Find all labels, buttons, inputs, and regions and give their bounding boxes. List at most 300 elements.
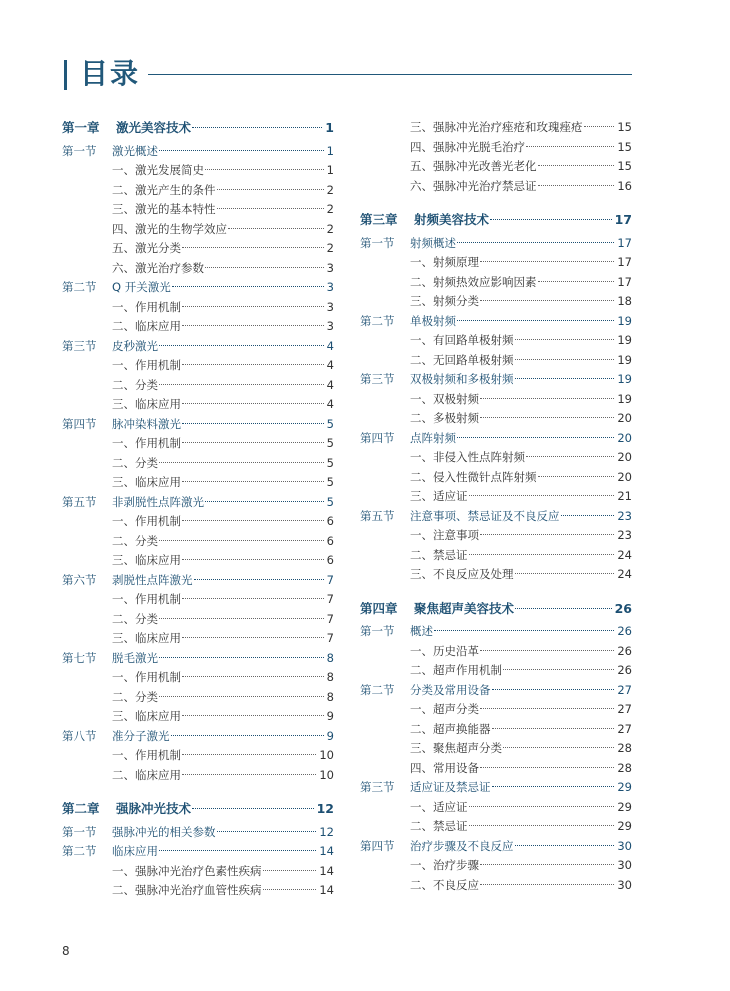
toc-page-number: 9 <box>326 728 334 743</box>
dot-leader <box>457 437 614 438</box>
toc-page-number: 17 <box>617 235 632 250</box>
toc-section-number: 第三节 <box>62 338 97 353</box>
toc-section[interactable] <box>62 571 334 591</box>
toc-item-title: 三、临床应用 <box>112 709 181 723</box>
toc-chapter-label <box>62 799 191 819</box>
toc-section-number: 第二节 <box>62 844 97 858</box>
toc-item-label <box>360 292 479 312</box>
dot-leader <box>263 889 317 890</box>
dot-leader <box>469 825 615 826</box>
toc-item[interactable] <box>62 181 334 201</box>
toc-page-number: 10 <box>319 748 334 762</box>
dot-leader <box>171 735 324 736</box>
toc-item-title: 一、射频原理 <box>410 255 479 269</box>
toc-item[interactable] <box>360 487 632 507</box>
toc-item-title: 二、分类 <box>112 689 158 704</box>
toc-item-label <box>62 746 181 766</box>
toc-item-title: 二、分类 <box>112 377 158 392</box>
dot-leader <box>434 630 614 631</box>
dot-leader <box>159 462 324 463</box>
toc-item-title: 一、注意事项 <box>410 528 479 542</box>
toc-page-number: 20 <box>617 469 632 484</box>
toc-page-number: 5 <box>326 455 334 470</box>
toc-page-number: 10 <box>319 767 334 782</box>
toc-item-title: 一、超声分类 <box>410 702 479 716</box>
toc-page-number: 8 <box>326 689 334 704</box>
dot-leader <box>480 300 614 301</box>
toc-page-number: 17 <box>614 212 632 227</box>
toc-item[interactable] <box>360 351 632 371</box>
toc-page-number: 26 <box>617 643 632 658</box>
toc-chapter[interactable] <box>360 210 632 230</box>
toc-item[interactable] <box>360 331 632 351</box>
toc-item-label <box>360 642 479 662</box>
dot-leader <box>480 261 614 262</box>
toc-item[interactable] <box>62 473 334 493</box>
toc-item[interactable] <box>62 161 334 181</box>
toc-section[interactable] <box>360 681 632 701</box>
toc-item-label <box>360 856 479 876</box>
toc-chapter[interactable] <box>62 118 334 138</box>
toc-page-number: 4 <box>326 338 334 353</box>
toc-page-number: 26 <box>617 663 632 677</box>
toc-item-label <box>62 862 262 882</box>
toc-item-label <box>62 766 181 786</box>
dot-leader <box>182 676 324 677</box>
dot-leader <box>159 657 324 658</box>
toc-item-title: 二、分类 <box>112 611 158 626</box>
toc-section[interactable] <box>360 312 632 332</box>
toc-section-number: 第一节 <box>360 624 395 638</box>
toc-section-title: 皮秒激光 <box>112 338 158 353</box>
toc-page-number: 2 <box>326 182 334 197</box>
toc-section-label <box>360 370 514 390</box>
toc-page-number: 23 <box>617 528 632 542</box>
dot-leader <box>538 165 615 166</box>
toc-section[interactable] <box>360 507 632 527</box>
toc-section[interactable] <box>62 842 334 862</box>
toc-item-label <box>360 876 479 896</box>
toc-item-label <box>62 629 181 649</box>
toc-section-number: 第五节 <box>62 494 97 509</box>
toc-item-label <box>360 798 468 818</box>
toc-chapter-number: 第三章 <box>360 212 398 227</box>
toc-item-title: 二、临床应用 <box>112 767 181 782</box>
toc-section-label <box>62 142 158 162</box>
toc-page-number: 6 <box>326 553 334 567</box>
toc-item-label <box>360 759 479 779</box>
toc-section-number: 第三节 <box>360 780 395 794</box>
toc-chapter[interactable] <box>360 599 632 619</box>
dot-leader <box>480 864 614 865</box>
dot-leader <box>205 501 324 502</box>
toc-item-label <box>360 138 525 158</box>
toc-item[interactable] <box>360 448 632 468</box>
toc-section-label <box>62 493 204 513</box>
toc-item[interactable] <box>360 253 632 273</box>
toc-item-label <box>62 239 181 259</box>
toc-page-number: 20 <box>617 411 632 425</box>
toc-item[interactable] <box>360 798 632 818</box>
toc-item[interactable] <box>360 720 632 740</box>
toc-right-column <box>360 118 632 895</box>
toc-item-label <box>62 317 181 337</box>
toc-page-number: 8 <box>326 670 334 684</box>
toc-section-title: 临床应用 <box>112 844 158 858</box>
toc-section-label <box>62 415 181 435</box>
dot-leader <box>515 845 615 846</box>
toc-section[interactable] <box>360 234 632 254</box>
toc-item-label <box>62 298 181 318</box>
toc-section-number: 第二节 <box>360 313 395 328</box>
toc-item[interactable] <box>360 292 632 312</box>
toc-item-title: 二、禁忌证 <box>410 819 468 833</box>
toc-item[interactable] <box>62 688 334 708</box>
dot-leader <box>182 306 324 307</box>
dot-leader <box>480 884 614 885</box>
toc-item[interactable] <box>62 454 334 474</box>
toc-item-title: 二、射频热效应影响因素 <box>410 274 537 289</box>
dot-leader <box>503 747 614 748</box>
toc-page-number: 29 <box>617 799 632 814</box>
toc-page-number: 27 <box>617 682 632 697</box>
toc-item-label <box>62 220 227 240</box>
toc-page-number: 30 <box>617 877 632 892</box>
dot-leader <box>159 540 324 541</box>
toc-item-label <box>360 351 514 371</box>
toc-item[interactable] <box>62 298 334 318</box>
dot-leader <box>457 320 614 321</box>
toc-item[interactable] <box>360 273 632 293</box>
toc-item[interactable] <box>62 532 334 552</box>
toc-page-number: 26 <box>617 624 632 638</box>
toc-item-title: 三、适应证 <box>410 489 468 503</box>
toc-item[interactable] <box>62 239 334 259</box>
toc-page-number: 1 <box>325 120 334 135</box>
toc-section-label <box>62 337 158 357</box>
toc-item-label <box>360 390 479 410</box>
toc-section[interactable] <box>62 278 334 298</box>
dot-leader <box>182 598 324 599</box>
toc-section-number: 第四节 <box>62 416 97 431</box>
toc-item[interactable] <box>360 409 632 429</box>
toc-item-label <box>360 661 502 681</box>
toc-page-number: 29 <box>617 780 632 794</box>
dot-leader <box>182 559 324 560</box>
toc-item-label <box>62 610 158 630</box>
toc-section[interactable] <box>360 837 632 857</box>
toc-item-label <box>62 259 204 279</box>
toc-section-label <box>360 622 433 642</box>
toc-section[interactable] <box>62 649 334 669</box>
dot-leader <box>469 806 615 807</box>
toc-item[interactable] <box>360 468 632 488</box>
toc-item[interactable] <box>360 876 632 896</box>
toc-item[interactable] <box>360 118 632 138</box>
toc-item[interactable] <box>62 434 334 454</box>
toc-item-title: 二、超声作用机制 <box>410 663 502 677</box>
toc-item-title: 一、强脉冲光治疗色素性疾病 <box>112 863 262 878</box>
toc-page-number: 6 <box>326 514 334 528</box>
toc-item-title: 一、作用机制 <box>112 436 181 450</box>
toc-section-title: 概述 <box>410 624 433 638</box>
dot-leader <box>217 208 324 209</box>
toc-page-number: 30 <box>617 838 632 853</box>
toc-item-title: 二、超声换能器 <box>410 721 491 736</box>
toc-section-title: 强脉冲光的相关参数 <box>112 824 216 839</box>
toc-item[interactable] <box>62 551 334 571</box>
dot-leader <box>503 669 614 670</box>
dot-leader <box>192 127 322 128</box>
toc-item-label <box>360 273 537 293</box>
dot-leader <box>159 618 324 619</box>
toc-item[interactable] <box>360 856 632 876</box>
toc-item[interactable] <box>62 590 334 610</box>
toc-section-number: 第六节 <box>62 572 97 587</box>
dot-leader <box>159 384 324 385</box>
toc-page-number: 4 <box>326 397 334 411</box>
toc-item[interactable] <box>360 700 632 720</box>
toc-item[interactable] <box>62 629 334 649</box>
toc-section-title: 单极射频 <box>410 313 456 328</box>
dot-leader <box>490 219 612 220</box>
toc-page-number: 19 <box>617 352 632 367</box>
toc-item[interactable] <box>62 610 334 630</box>
toc-section-title: 分类及常用设备 <box>410 682 491 697</box>
toc-item-label <box>62 707 181 727</box>
toc-page-number: 7 <box>326 592 334 606</box>
toc-item[interactable] <box>62 259 334 279</box>
toc-item-label <box>62 473 181 493</box>
toc-page-number: 17 <box>617 255 632 269</box>
toc-item[interactable] <box>360 565 632 585</box>
toc-item-label <box>360 700 479 720</box>
toc-left-column <box>62 118 334 901</box>
toc-item[interactable] <box>360 642 632 662</box>
toc-item-title: 一、作用机制 <box>112 748 181 762</box>
toc-section-label <box>62 571 193 591</box>
toc-item-title: 三、临床应用 <box>112 475 181 489</box>
toc-section[interactable] <box>62 823 334 843</box>
toc-item[interactable] <box>62 881 334 901</box>
toc-item-label <box>62 551 181 571</box>
toc-item-title: 三、激光的基本特性 <box>112 202 216 216</box>
toc-item-title: 一、作用机制 <box>112 670 181 684</box>
toc-section[interactable] <box>360 429 632 449</box>
toc-page-number: 2 <box>326 221 334 236</box>
toc-item-title: 二、强脉冲光治疗血管性疾病 <box>112 883 262 897</box>
toc-section[interactable] <box>62 415 334 435</box>
toc-section-number: 第一节 <box>62 143 97 158</box>
dot-leader <box>172 286 324 287</box>
toc-page-number: 12 <box>319 824 334 839</box>
toc-page-number: 3 <box>326 260 334 275</box>
toc-page-number: 15 <box>617 120 632 134</box>
dot-leader <box>538 281 615 282</box>
dot-leader <box>584 126 615 127</box>
toc-section-title: 注意事项、禁忌证及不良反应 <box>410 508 560 523</box>
toc-section-label <box>360 234 456 254</box>
toc-item[interactable] <box>62 200 334 220</box>
toc-item[interactable] <box>360 546 632 566</box>
toc-page-number: 28 <box>617 741 632 755</box>
toc-section[interactable] <box>62 142 334 162</box>
toc-item-title: 二、多极射频 <box>410 411 479 425</box>
toc-item-title: 三、临床应用 <box>112 397 181 411</box>
toc-section-number: 第一节 <box>360 235 395 250</box>
toc-chapter-label <box>360 210 489 230</box>
toc-section-title: 激光概述 <box>112 143 158 158</box>
toc-page-number: 2 <box>326 202 334 216</box>
toc-item-label <box>360 526 479 546</box>
toc-item[interactable] <box>62 766 334 786</box>
toc-page-number: 6 <box>326 533 334 548</box>
toc-chapter-label <box>360 599 514 619</box>
toc-page-number: 4 <box>326 377 334 392</box>
toc-item-title: 一、激光发展简史 <box>112 163 204 177</box>
toc-item-label <box>360 157 537 177</box>
toc-page-number: 15 <box>617 159 632 173</box>
toc-item-label <box>360 118 583 138</box>
dot-leader <box>526 146 614 147</box>
toc-item-label <box>62 181 216 201</box>
toc-item-title: 一、作用机制 <box>112 299 181 314</box>
toc-item[interactable] <box>62 707 334 727</box>
toc-chapter-label <box>62 118 191 138</box>
dot-leader <box>480 767 614 768</box>
toc-section[interactable] <box>360 778 632 798</box>
toc-section[interactable] <box>360 622 632 642</box>
dot-leader <box>182 774 316 775</box>
toc-section-number: 第四节 <box>360 430 395 445</box>
dot-leader <box>480 398 614 399</box>
toc-page-number: 16 <box>617 178 632 193</box>
toc-item[interactable] <box>62 317 334 337</box>
dot-leader <box>480 534 614 535</box>
toc-section-label <box>62 278 171 298</box>
toc-item-label <box>360 177 537 197</box>
toc-page-number: 3 <box>326 319 334 333</box>
toc-item-title: 二、分类 <box>112 533 158 548</box>
toc-item[interactable] <box>360 817 632 837</box>
dot-leader <box>492 786 615 787</box>
toc-section-title: 双极射频和多极射频 <box>410 372 514 386</box>
toc-item[interactable] <box>360 526 632 546</box>
dot-leader <box>159 850 316 851</box>
toc-item[interactable] <box>360 157 632 177</box>
toc-item-title: 三、强脉冲光治疗痤疮和玫瑰痤疮 <box>410 120 583 134</box>
toc-item[interactable] <box>62 862 334 882</box>
toc-item-label <box>62 376 158 396</box>
dot-leader <box>205 267 324 268</box>
toc-item-label <box>360 468 537 488</box>
toc-item[interactable] <box>360 177 632 197</box>
toc-page-number: 28 <box>617 760 632 775</box>
toc-page-number: 27 <box>617 721 632 736</box>
toc-item[interactable] <box>62 356 334 376</box>
toc-item-label <box>62 532 158 552</box>
toc-page-number: 19 <box>617 313 632 328</box>
dot-leader <box>192 808 314 809</box>
dot-leader <box>182 403 324 404</box>
toc-section-number: 第二节 <box>360 682 395 697</box>
toc-section[interactable] <box>62 493 334 513</box>
toc-item-label <box>360 817 468 837</box>
toc-page-number: 15 <box>617 139 632 154</box>
toc-item-title: 三、聚焦超声分类 <box>410 741 502 755</box>
toc-section[interactable] <box>62 727 334 747</box>
toc-item[interactable] <box>62 746 334 766</box>
toc-item[interactable] <box>62 376 334 396</box>
toc-page-number: 14 <box>319 844 334 858</box>
toc-page-number: 7 <box>326 611 334 626</box>
toc-item[interactable] <box>360 390 632 410</box>
dot-leader <box>538 476 615 477</box>
toc-page-number: 20 <box>617 430 632 445</box>
dot-leader <box>480 417 614 418</box>
toc-page-number: 27 <box>617 702 632 716</box>
toc-chapter-title: 强脉冲光技术 <box>116 801 192 816</box>
toc-page-number: 3 <box>326 280 334 294</box>
toc-item-label <box>360 331 514 351</box>
toc-page-number: 24 <box>617 547 632 562</box>
toc-item-label <box>62 688 158 708</box>
toc-page-number: 19 <box>617 372 632 386</box>
dot-leader <box>182 442 324 443</box>
page-number: 8 <box>62 944 70 958</box>
toc-chapter-title: 射频美容技术 <box>414 212 490 227</box>
dot-leader <box>217 831 317 832</box>
toc-section-label <box>360 681 491 701</box>
toc-page-number: 12 <box>316 801 334 816</box>
toc-item[interactable] <box>360 661 632 681</box>
toc-item-label <box>360 546 468 566</box>
toc-item-title: 四、常用设备 <box>410 760 479 775</box>
toc-item-title: 二、不良反应 <box>410 877 479 892</box>
dot-leader <box>182 754 316 755</box>
toc-section-title: 非剥脱性点阵激光 <box>112 494 204 509</box>
toc-page-number: 7 <box>326 631 334 645</box>
toc-item[interactable] <box>62 512 334 532</box>
toc-item[interactable] <box>360 759 632 779</box>
toc-item[interactable] <box>62 395 334 415</box>
title-rule <box>148 74 632 75</box>
toc-item-title: 二、激光产生的条件 <box>112 182 216 197</box>
toc-page-number: 19 <box>617 391 632 406</box>
toc-item-label <box>62 200 216 220</box>
toc-page-number: 24 <box>617 567 632 581</box>
toc-section[interactable] <box>62 337 334 357</box>
dot-leader <box>263 870 317 871</box>
toc-item[interactable] <box>62 220 334 240</box>
toc-page-number: 9 <box>326 709 334 723</box>
toc-page-number: 18 <box>617 294 632 308</box>
toc-item-label <box>360 253 479 273</box>
toc-item[interactable] <box>360 138 632 158</box>
toc-item-title: 二、禁忌证 <box>410 547 468 562</box>
toc-chapter[interactable] <box>62 799 334 819</box>
toc-section-number: 第四节 <box>360 838 395 853</box>
toc-section-title: 脱毛激光 <box>112 650 158 665</box>
toc-item[interactable] <box>360 739 632 759</box>
toc-item[interactable] <box>62 668 334 688</box>
toc-page-number: 3 <box>326 299 334 314</box>
toc-item-title: 一、历史沿革 <box>410 643 479 658</box>
dot-leader <box>194 579 324 580</box>
dot-leader <box>182 423 324 424</box>
toc-section[interactable] <box>360 370 632 390</box>
dot-leader <box>469 554 615 555</box>
